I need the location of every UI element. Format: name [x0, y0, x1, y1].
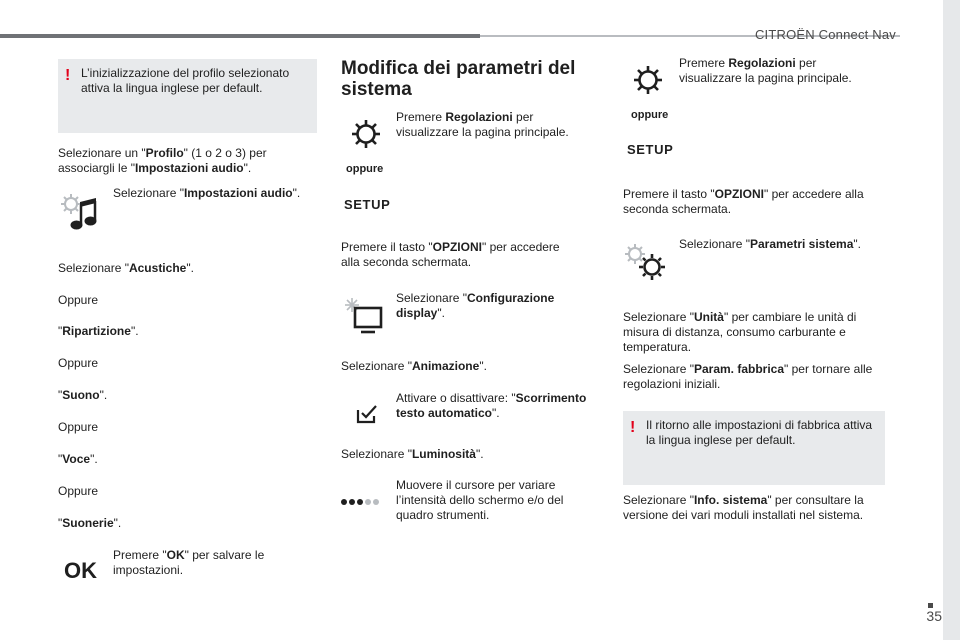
header-rule-dark [0, 34, 480, 38]
acoustics-text: Selezionare "Acustiche". [58, 261, 194, 275]
page-header-title: CITROËN Connect Nav [754, 27, 896, 42]
options-text: Premere il tasto "OPZIONI" per accedere alla seconda schermata. [341, 240, 560, 269]
units-text: Selezionare "Unità" per cambiare le unità di misura di distanza, consumo carburante e temperatura. [623, 310, 857, 354]
scrolling-text: Attivare o disattivare: "Scorrimento testo automatico". [396, 391, 587, 420]
setup-button-label-2: SETUP [627, 142, 674, 157]
checkbox-icon [356, 404, 378, 424]
ok-button-icon: OK [64, 558, 97, 583]
oppure-2: Oppure [58, 356, 99, 370]
oppure-3: Oppure [58, 420, 99, 434]
slider-text: Muovere il cursore per variare l’intensità dello schermo e/o del quadro strumenti. [396, 478, 564, 522]
warning-notice-factory-text: Il ritorno alle impostazioni di fabbrica attiva la lingua inglese per default. [646, 418, 873, 447]
warning-notice-profile [58, 59, 317, 133]
distribution-text: "Ripartizione". [58, 324, 139, 338]
brightness-text: Selezionare "Luminosità". [341, 447, 484, 461]
save-text: Premere "OK" per salvare le impostazioni. [113, 548, 265, 577]
warning-icon-2: ! [630, 419, 636, 436]
settings-text: Premere Regolazioni per visualizzare la pagina principale. [396, 110, 569, 139]
display-config-icon [343, 297, 385, 335]
options-text-2: Premere il tasto "OPZIONI" per accedere alla seconda schermata. [623, 187, 864, 216]
page-edge-bar [943, 0, 960, 640]
display-config-text: Selezionare "Configurazione display". [396, 291, 555, 320]
settings-text-2: Premere Regolazioni per visualizzare la pagina principale. [679, 56, 852, 85]
select-profile-text: Selezionare un "Profilo" (1 o 2 o 3) per associargli le "Impostazioni audio". [58, 146, 267, 175]
gear-icon [350, 118, 382, 150]
page-number: 35 [926, 608, 942, 624]
gear-icon-2 [632, 64, 664, 96]
warning-notice-factory [623, 411, 885, 485]
system-params-text: Selezionare "Parametri sistema". [679, 237, 861, 251]
audio-settings-text: Selezionare "Impostazioni audio". [113, 186, 301, 200]
warning-icon: ! [65, 67, 71, 84]
audio-settings-icon [60, 193, 102, 231]
warning-notice-text: L’inizializzazione del profilo selezionato attiva la lingua inglese per default. [81, 66, 290, 95]
oppure-4: Oppure [58, 484, 99, 498]
setup-button-label: SETUP [344, 197, 391, 212]
oppure-label-2: oppure [631, 109, 669, 121]
voice-text: "Voce". [58, 452, 98, 466]
oppure-1: Oppure [58, 293, 99, 307]
section-heading: Modifica dei parametri del sistema [341, 58, 576, 100]
animation-text: Selezionare "Animazione". [341, 359, 487, 373]
system-params-icon [624, 243, 668, 281]
factory-reset-text: Selezionare "Param. fabbrica" per tornare alle regolazioni iniziali. [623, 362, 873, 391]
ringtones-text: "Suonerie". [58, 516, 122, 530]
brightness-slider-icon [340, 496, 380, 508]
oppure-label: oppure [346, 163, 384, 175]
sound-text: "Suono". [58, 388, 108, 402]
system-info-text: Selezionare "Info. sistema" per consultare la versione dei vari moduli installati nel sistema. [623, 493, 864, 522]
